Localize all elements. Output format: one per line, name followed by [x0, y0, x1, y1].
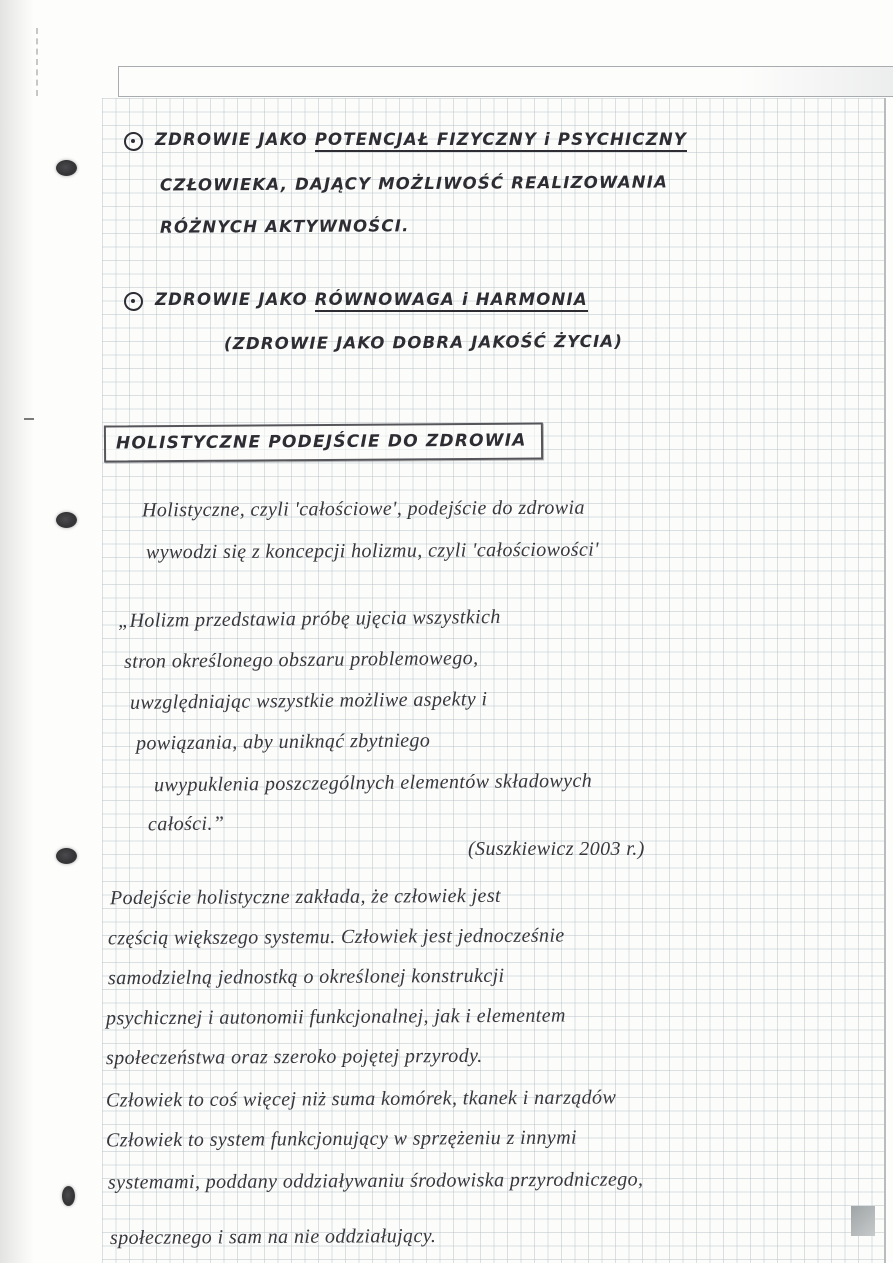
intro-line-1: Holistyczne, czyli 'całościowe', podejście do zdrowia — [141, 496, 585, 522]
bullet2-prefix: ZDROWIE JAKO — [155, 290, 315, 309]
circled-dot-bullet-icon — [124, 132, 143, 151]
body-line: psychicznej i autonomii funkcjonalnej, jak i elementem — [105, 1004, 566, 1030]
circled-dot-bullet-icon — [124, 292, 143, 311]
body-line: samodzielną jednostką o określonej konstrukcji — [107, 964, 505, 990]
bullet1-line2: CZŁOWIEKA, DAJĄCY MOŻLIWOŚĆ REALIZOWANIA — [159, 172, 669, 195]
bullet-item-health-potential — [124, 130, 687, 151]
bullet1-prefix: ZDROWIE JAKO — [155, 130, 315, 149]
punch-hole-icon — [56, 512, 77, 528]
scan-edge-shading — [0, 0, 34, 1263]
quote-line: całości.” — [147, 812, 225, 836]
body-line: społeczeństwa oraz szeroko pojętej przyrody. — [105, 1044, 483, 1070]
body-line: częścią większego systemu. Człowiek jest jednocześnie — [107, 924, 565, 950]
punch-hole-icon — [56, 848, 77, 864]
quote-citation: (Suszkiewicz 2003 r.) — [468, 838, 645, 860]
bullet-item-health-balance — [124, 290, 588, 311]
bullet2-underlined-phrase: RÓWNOWAGA i HARMONIA — [315, 290, 588, 312]
bullet1-line3: RÓŻNYCH AKTYWNOŚCI. — [159, 216, 410, 237]
scan-artifact-square — [851, 1206, 875, 1236]
body-line: społecznego i sam na nie oddziałujący. — [109, 1225, 437, 1249]
quote-line: „Holizm przedstawia próbę ujęcia wszystkich — [117, 605, 501, 633]
quote-line: uwypuklenia poszczególnych elementów składowych — [153, 769, 593, 797]
header-field-box — [118, 66, 893, 97]
bullet2-line2: (ZDROWIE JAKO DOBRA JAKOŚĆ ŻYCIA) — [223, 331, 624, 354]
body-line: Człowiek to coś więcej niż suma komórek, tkanek i narządów — [105, 1086, 617, 1112]
bullet1-underlined-phrase: POTENCJAŁ FIZYCZNY i PSYCHICZNY — [315, 130, 687, 152]
intro-line-2: wywodzi się z koncepcji holizmu, czyli 'całościowości' — [145, 538, 599, 564]
body-line: Człowiek to system funkcjonujący w sprzężeniu z innymi — [105, 1126, 578, 1152]
punch-hole-icon — [62, 1186, 75, 1206]
section-heading: HOLISTYCZNE PODEJŚCIE DO ZDROWIA — [115, 430, 527, 454]
punch-hole-icon — [56, 160, 77, 176]
quote-line: powiązania, aby uniknąć zbytniego — [135, 729, 431, 755]
quote-line: uwzględniając wszystkie możliwe aspekty i — [129, 688, 488, 714]
scan-corner-dash — [36, 28, 39, 96]
section-heading-box — [104, 422, 543, 462]
quote-line: stron określonego obszaru problemowego, — [123, 647, 479, 673]
body-line: Podejście holistyczne zakłada, że człowiek jest — [109, 884, 501, 910]
margin-tick-mark — [24, 418, 34, 420]
body-line: systemami, poddany oddziaływaniu środowiska przyrodniczego, — [107, 1168, 644, 1194]
